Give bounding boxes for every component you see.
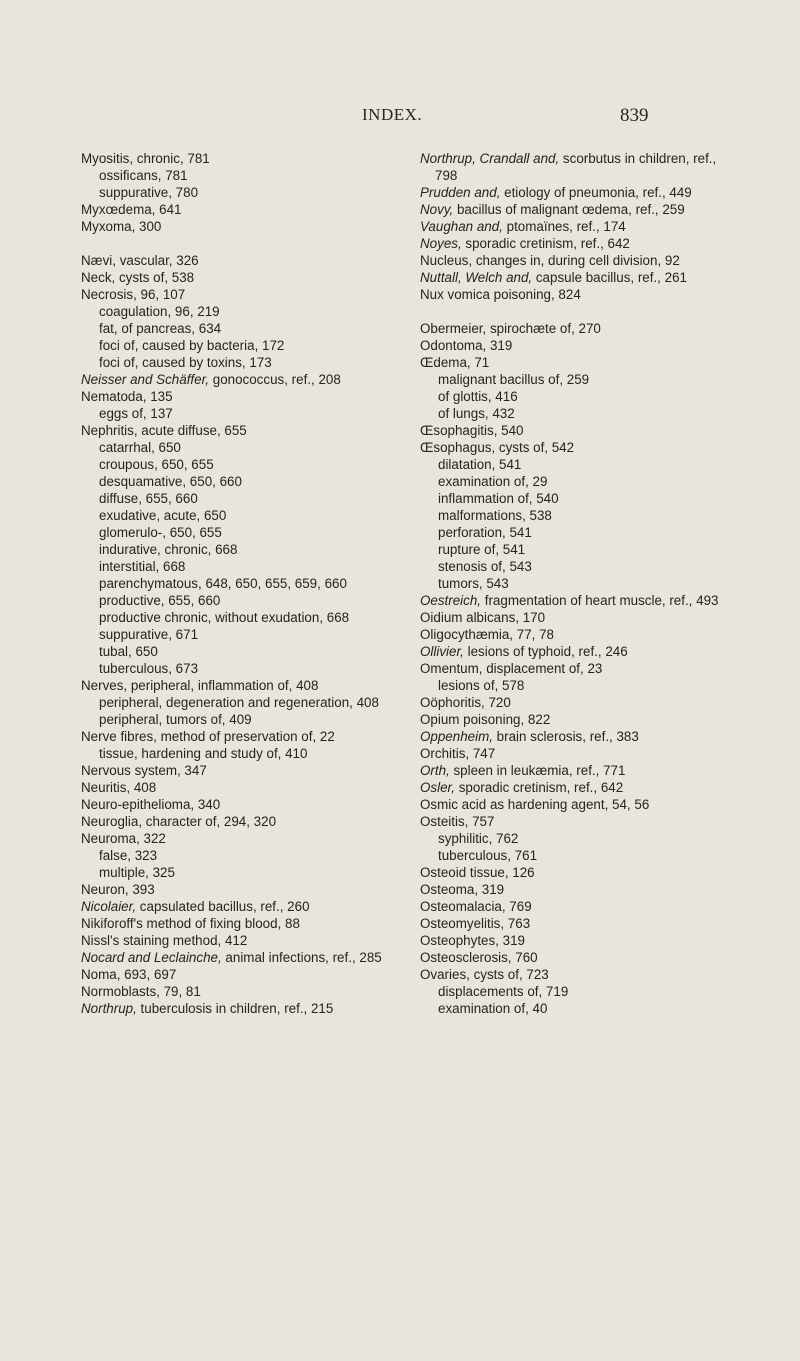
- index-subentry: [420, 405, 730, 422]
- entry-text: dilatation, 541: [438, 457, 522, 472]
- index-subentry: [81, 711, 387, 728]
- entry-text: Osmic acid as hardening agent, 54, 56: [420, 797, 650, 812]
- entry-text: examination of, 40: [438, 1001, 548, 1016]
- index-subentry: [420, 1000, 730, 1017]
- entry-text: Odontoma, 319: [420, 338, 513, 353]
- entry-text: Osteosclerosis, 760: [420, 950, 538, 965]
- entry-text: Osteoid tissue, 126: [420, 865, 535, 880]
- page-title: INDEX.: [362, 105, 423, 124]
- index-subentry: [81, 507, 387, 524]
- entry-text: catarrhal, 650: [99, 440, 181, 455]
- author-name: Oestreich,: [420, 593, 482, 608]
- index-subentry: [81, 558, 387, 575]
- author-name: Osler,: [420, 780, 455, 795]
- entry-text: Nucleus, changes in, during cell division, 92: [420, 253, 680, 268]
- index-entry: [81, 286, 387, 303]
- entry-text: Œdema, 71: [420, 355, 490, 370]
- index-subentry: [81, 184, 387, 201]
- index-entry: [420, 184, 730, 201]
- entry-text: syphilitic, 762: [438, 831, 519, 846]
- entry-text: peripheral, tumors of, 409: [99, 712, 252, 727]
- entry-text: Osteophytes, 319: [420, 933, 525, 948]
- entry-text: Osteoma, 319: [420, 882, 505, 897]
- entry-text: etiology of pneumonia, ref., 449: [500, 185, 692, 200]
- index-subentry: [81, 847, 387, 864]
- entry-text: foci of, caused by bacteria, 172: [99, 338, 285, 353]
- index-entry: [420, 660, 730, 677]
- index-entry: [420, 320, 730, 337]
- entry-text: ptomaïnes, ref., 174: [502, 219, 626, 234]
- entry-text: fat, of pancreas, 634: [99, 321, 222, 336]
- entry-text: brain sclerosis, ref., 383: [492, 729, 639, 744]
- entry-text: Oligocythæmia, 77, 78: [420, 627, 554, 642]
- index-entry: [420, 932, 730, 949]
- entry-text: desquamative, 650, 660: [99, 474, 242, 489]
- index-subentry: [420, 473, 730, 490]
- author-name: Nocard and Leclainche,: [81, 950, 222, 965]
- entry-text: tuberculous, 761: [438, 848, 538, 863]
- page-number: 839: [620, 105, 649, 126]
- index-entry: [81, 949, 387, 966]
- entry-text: Osteomyelitis, 763: [420, 916, 531, 931]
- entry-text: capsule bacillus, ref., 261: [532, 270, 687, 285]
- entry-text: Necrosis, 96, 107: [81, 287, 186, 302]
- index-subentry: [420, 507, 730, 524]
- entry-text: bacillus of malignant œdema, ref., 259: [453, 202, 685, 217]
- entry-text: Myositis, chronic, 781: [81, 151, 210, 166]
- index-entry: [420, 966, 730, 983]
- entry-text: Noma, 693, 697: [81, 967, 177, 982]
- author-name: Northrup,: [81, 1001, 137, 1016]
- entry-text: Neck, cysts of, 538: [81, 270, 195, 285]
- author-name: Orth,: [420, 763, 450, 778]
- index-entry: [420, 422, 730, 439]
- index-entry: [81, 813, 387, 830]
- index-entry: [420, 269, 730, 286]
- entry-text: malignant bacillus of, 259: [438, 372, 590, 387]
- index-entry: [81, 881, 387, 898]
- entry-text: sporadic cretinism, ref., 642: [461, 236, 630, 251]
- index-entry: [420, 915, 730, 932]
- entry-text: indurative, chronic, 668: [99, 542, 238, 557]
- entry-text: diffuse, 655, 660: [99, 491, 198, 506]
- index-subentry: [81, 694, 387, 711]
- entry-text: malformations, 538: [438, 508, 552, 523]
- index-subentry: [81, 745, 387, 762]
- index-entry: [420, 235, 730, 252]
- author-name: Nuttall, Welch and,: [420, 270, 533, 285]
- index-entry: [81, 728, 387, 745]
- entry-text: suppurative, 671: [99, 627, 199, 642]
- entry-text: fragmentation of heart muscle, ref., 493: [481, 593, 719, 608]
- index-subentry: [420, 490, 730, 507]
- index-subentry: [420, 983, 730, 1000]
- entry-text: Nerves, peripheral, inflammation of, 408: [81, 678, 319, 693]
- entry-text: tuberculous, 673: [99, 661, 199, 676]
- index-subentry: [81, 490, 387, 507]
- entry-text: Nervous system, 347: [81, 763, 207, 778]
- entry-text: spleen in leukæmia, ref., 771: [449, 763, 626, 778]
- entry-text: Œsophagus, cysts of, 542: [420, 440, 575, 455]
- index-entry: [420, 609, 730, 626]
- entry-text: Orchitis, 747: [420, 746, 496, 761]
- index-entry: [81, 201, 387, 218]
- entry-text: Oöphoritis, 720: [420, 695, 511, 710]
- entry-text: tissue, hardening and study of, 410: [99, 746, 308, 761]
- page-header: [0, 95, 800, 125]
- left-index-column: [81, 150, 387, 1017]
- author-name: Nicolaier,: [81, 899, 137, 914]
- entry-text: exudative, acute, 650: [99, 508, 227, 523]
- index-subentry: [420, 847, 730, 864]
- index-subentry: [81, 643, 387, 660]
- entry-text: Myxœdema, 641: [81, 202, 182, 217]
- entry-text: foci of, caused by toxins, 173: [99, 355, 272, 370]
- index-entry: [81, 762, 387, 779]
- entry-text: lesions of typhoid, ref., 246: [463, 644, 628, 659]
- index-entry: [420, 779, 730, 796]
- entry-text: Omentum, displacement of, 23: [420, 661, 603, 676]
- entry-text: Nikiforoff's method of fixing blood, 88: [81, 916, 300, 931]
- index-entry: [81, 796, 387, 813]
- index-subentry: [420, 524, 730, 541]
- entry-text: ossificans, 781: [99, 168, 188, 183]
- entry-text: peripheral, degeneration and regeneration, 408: [99, 695, 379, 710]
- index-subentry: [81, 405, 387, 422]
- index-subentry: [420, 558, 730, 575]
- index-entry: [420, 286, 730, 303]
- index-entry: [420, 354, 730, 371]
- index-entry: [81, 983, 387, 1000]
- index-entry: [420, 762, 730, 779]
- index-entry: [81, 779, 387, 796]
- entry-text: productive chronic, without exudation, 668: [99, 610, 350, 625]
- entry-text: rupture of, 541: [438, 542, 526, 557]
- author-name: Northrup, Crandall and,: [420, 151, 560, 166]
- author-name: Prudden and,: [420, 185, 501, 200]
- index-entry: [420, 813, 730, 830]
- index-entry: [420, 898, 730, 915]
- entry-text: sporadic cretinism, ref., 642: [454, 780, 624, 795]
- index-entry: [420, 337, 730, 354]
- entry-text: capsulated bacillus, ref., 260: [136, 899, 310, 914]
- index-entry: [420, 150, 730, 184]
- index-subentry: [420, 677, 730, 694]
- entry-text: Nux vomica poisoning, 824: [420, 287, 581, 302]
- entry-text: gonococcus, ref., 208: [209, 372, 341, 387]
- letter-section-gap: [420, 303, 730, 320]
- index-subentry: [420, 541, 730, 558]
- index-subentry: [81, 473, 387, 490]
- entry-text: Osteitis, 757: [420, 814, 495, 829]
- entry-text: Neuron, 393: [81, 882, 155, 897]
- author-name: Oppenheim,: [420, 729, 493, 744]
- entry-text: animal infections, ref., 285: [221, 950, 382, 965]
- author-name: Novy,: [420, 202, 454, 217]
- entry-text: Ovaries, cysts of, 723: [420, 967, 549, 982]
- entry-text: Normoblasts, 79, 81: [81, 984, 201, 999]
- index-entry: [81, 915, 387, 932]
- index-entry: [81, 218, 387, 235]
- index-entry: [420, 643, 730, 660]
- index-entry: [420, 864, 730, 881]
- index-entry: [420, 745, 730, 762]
- entry-text: productive, 655, 660: [99, 593, 221, 608]
- entry-text: Œsophagitis, 540: [420, 423, 524, 438]
- index-entry: [420, 949, 730, 966]
- index-subentry: [81, 439, 387, 456]
- entry-text: scorbutus in children, ref., 798: [435, 151, 717, 183]
- index-entry: [81, 898, 387, 915]
- entry-text: Obermeier, spirochæte of, 270: [420, 321, 601, 336]
- entry-text: Neuroglia, character of, 294, 320: [81, 814, 277, 829]
- entry-text: croupous, 650, 655: [99, 457, 214, 472]
- entry-text: Osteomalacia, 769: [420, 899, 532, 914]
- entry-text: displacements of, 719: [438, 984, 569, 999]
- entry-text: Nematoda, 135: [81, 389, 173, 404]
- entry-text: tuberculosis in children, ref., 215: [136, 1001, 334, 1016]
- entry-text: tumors, 543: [438, 576, 509, 591]
- letter-section-gap: [81, 235, 387, 252]
- entry-text: coagulation, 96, 219: [99, 304, 220, 319]
- index-entry: [420, 711, 730, 728]
- entry-text: glomerulo-, 650, 655: [99, 525, 222, 540]
- entry-text: Oidium albicans, 170: [420, 610, 546, 625]
- entry-text: Opium poisoning, 822: [420, 712, 551, 727]
- index-subentry: [81, 575, 387, 592]
- index-subentry: [81, 303, 387, 320]
- entry-text: multiple, 325: [99, 865, 175, 880]
- index-subentry: [420, 575, 730, 592]
- index-entry: [420, 694, 730, 711]
- index-entry: [420, 592, 730, 609]
- index-subentry: [81, 626, 387, 643]
- author-name: Vaughan and,: [420, 219, 503, 234]
- index-entry: [420, 881, 730, 898]
- index-subentry: [81, 167, 387, 184]
- entry-text: of lungs, 432: [438, 406, 515, 421]
- index-entry: [420, 201, 730, 218]
- index-subentry: [81, 524, 387, 541]
- index-entry: [81, 1000, 387, 1017]
- index-subentry: [420, 371, 730, 388]
- entry-text: Nerve fibres, method of preservation of, 22: [81, 729, 335, 744]
- index-entry: [420, 728, 730, 745]
- index-subentry: [81, 660, 387, 677]
- index-entry: [81, 422, 387, 439]
- index-subentry: [81, 609, 387, 626]
- entry-text: perforation, 541: [438, 525, 532, 540]
- index-entry: [81, 932, 387, 949]
- index-entry: [420, 439, 730, 456]
- index-subentry: [420, 830, 730, 847]
- index-entry: [81, 371, 387, 388]
- entry-text: stenosis of, 543: [438, 559, 532, 574]
- index-entry: [420, 796, 730, 813]
- right-index-column: [420, 150, 730, 1017]
- index-subentry: [81, 337, 387, 354]
- entry-text: interstitial, 668: [99, 559, 186, 574]
- index-entry: [420, 252, 730, 269]
- entry-text: lesions of, 578: [438, 678, 525, 693]
- index-subentry: [420, 388, 730, 405]
- index-entry: [81, 269, 387, 286]
- index-entry: [81, 966, 387, 983]
- index-entry: [420, 218, 730, 235]
- author-name: Ollivier,: [420, 644, 464, 659]
- index-subentry: [81, 541, 387, 558]
- index-subentry: [81, 864, 387, 881]
- entry-text: Neuritis, 408: [81, 780, 157, 795]
- entry-text: Neuro-epithelioma, 340: [81, 797, 221, 812]
- author-name: Noyes,: [420, 236, 462, 251]
- entry-text: inflammation of, 540: [438, 491, 559, 506]
- index-entry: [420, 626, 730, 643]
- index-entry: [81, 388, 387, 405]
- entry-text: suppurative, 780: [99, 185, 199, 200]
- index-subentry: [420, 456, 730, 473]
- entry-text: Nephritis, acute diffuse, 655: [81, 423, 247, 438]
- entry-text: examination of, 29: [438, 474, 548, 489]
- entry-text: of glottis, 416: [438, 389, 518, 404]
- index-subentry: [81, 354, 387, 371]
- entry-text: eggs of, 137: [99, 406, 173, 421]
- index-entry: [81, 830, 387, 847]
- entry-text: parenchymatous, 648, 650, 655, 659, 660: [99, 576, 347, 591]
- entry-text: Nissl's staining method, 412: [81, 933, 248, 948]
- entry-text: tubal, 650: [99, 644, 158, 659]
- index-subentry: [81, 592, 387, 609]
- index-subentry: [81, 456, 387, 473]
- index-entry: [81, 150, 387, 167]
- entry-text: Neuroma, 322: [81, 831, 166, 846]
- index-subentry: [81, 320, 387, 337]
- index-entry: [81, 677, 387, 694]
- author-name: Neisser and Schäffer,: [81, 372, 210, 387]
- entry-text: Myxoma, 300: [81, 219, 162, 234]
- entry-text: false, 323: [99, 848, 158, 863]
- index-entry: [81, 252, 387, 269]
- entry-text: Nævi, vascular, 326: [81, 253, 199, 268]
